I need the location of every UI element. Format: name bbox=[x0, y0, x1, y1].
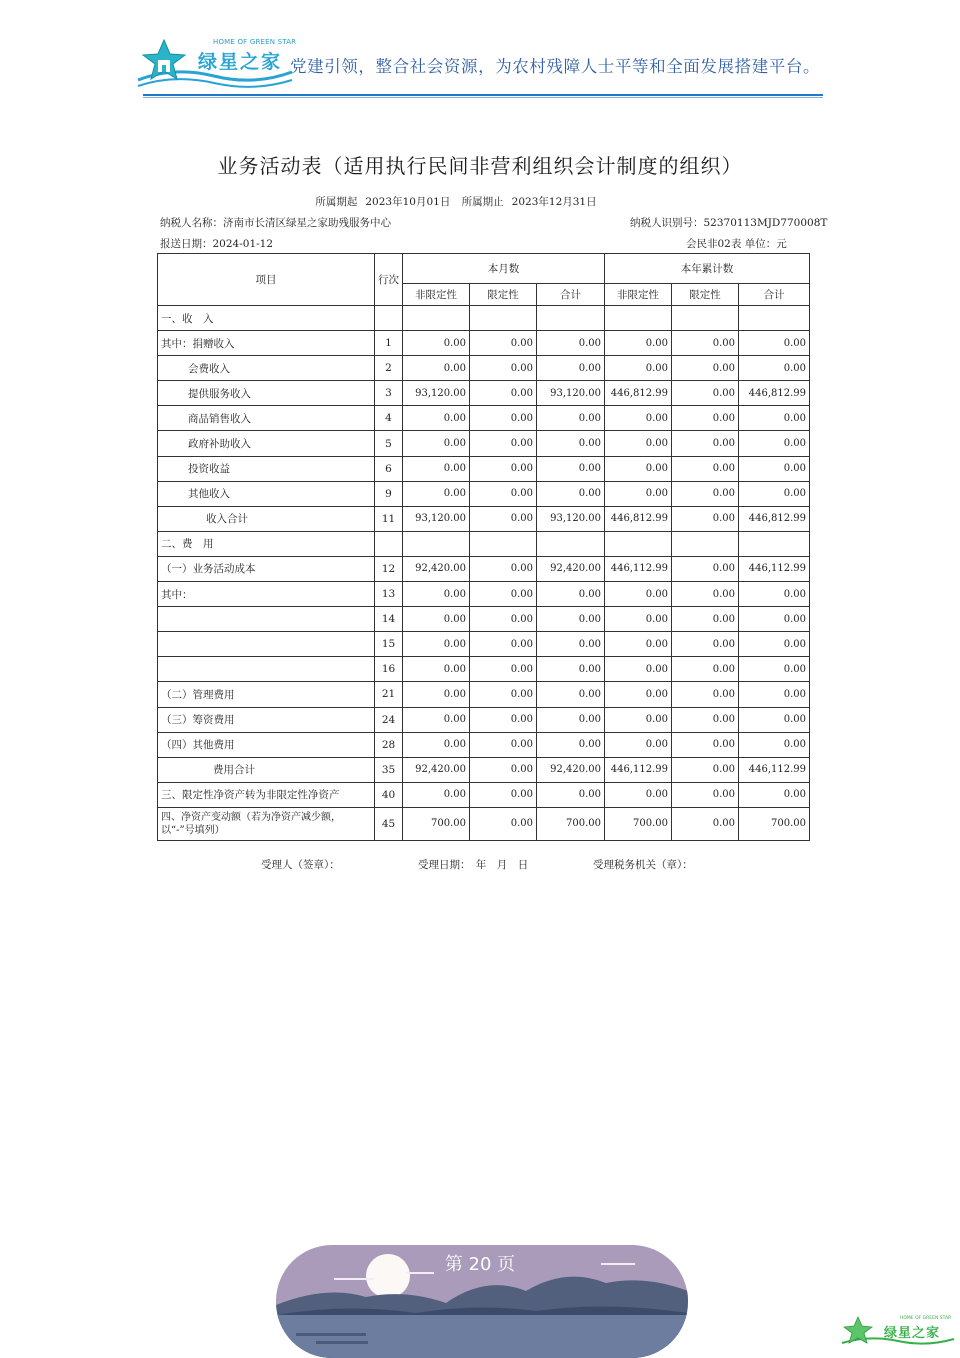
row-line-number: 11 bbox=[375, 506, 403, 531]
row-line-number: 21 bbox=[375, 682, 403, 707]
cell-month-total: 0.00 bbox=[537, 431, 605, 456]
row-item-label bbox=[158, 607, 375, 632]
cell-month-unrestricted: 0.00 bbox=[403, 481, 470, 506]
col-header-month-unrestricted: 非限定性 bbox=[403, 284, 470, 306]
cell-month-restricted: 0.00 bbox=[470, 807, 537, 840]
col-header-line: 行次 bbox=[375, 254, 403, 306]
cell-month-total: 0.00 bbox=[537, 356, 605, 381]
cell-ytd-restricted: 0.00 bbox=[672, 431, 739, 456]
cell-month-unrestricted: 0.00 bbox=[403, 456, 470, 481]
row-line-number: 16 bbox=[375, 657, 403, 682]
cell-month-restricted: 0.00 bbox=[470, 506, 537, 531]
cell-month-restricted: 0.00 bbox=[470, 431, 537, 456]
cell-ytd-total: 0.00 bbox=[739, 356, 810, 381]
document-title: 业务活动表（适用执行民间非营利组织会计制度的组织） bbox=[217, 154, 743, 178]
cell-month-restricted: 0.00 bbox=[470, 632, 537, 657]
cell-month-total: 0.00 bbox=[537, 657, 605, 682]
cell-ytd-total: 0.00 bbox=[739, 582, 810, 607]
table-row bbox=[158, 481, 810, 506]
cell-month-restricted: 0.00 bbox=[470, 707, 537, 732]
row-line-number: 9 bbox=[375, 481, 403, 506]
cell-month-total: 0.00 bbox=[537, 782, 605, 807]
row-item-label: （二）管理费用 bbox=[158, 682, 375, 707]
row-item-label: （一）业务活动成本 bbox=[158, 556, 375, 581]
cell-ytd-total: 446,812.99 bbox=[739, 381, 810, 406]
table-row bbox=[158, 732, 810, 757]
cell-month-restricted: 0.00 bbox=[470, 381, 537, 406]
cell-ytd-unrestricted: 0.00 bbox=[605, 657, 672, 682]
period-line bbox=[0, 194, 912, 209]
cell-month-unrestricted: 0.00 bbox=[403, 607, 470, 632]
cell-month-unrestricted: 0.00 bbox=[403, 682, 470, 707]
cell-ytd-unrestricted: 0.00 bbox=[605, 707, 672, 732]
cell-month-unrestricted: 0.00 bbox=[403, 732, 470, 757]
col-header-ytd-restricted: 限定性 bbox=[672, 284, 739, 306]
cell-month-total: 0.00 bbox=[537, 456, 605, 481]
row-line-number bbox=[375, 531, 403, 556]
cell-month-total bbox=[537, 306, 605, 331]
row-item-label: 二、费 用 bbox=[158, 531, 375, 556]
receiver-signature-label: 受理人（签章）： bbox=[261, 859, 340, 871]
row-item-label: 提供服务收入 bbox=[158, 381, 375, 406]
cell-month-restricted: 0.00 bbox=[470, 657, 537, 682]
table-row bbox=[158, 331, 810, 356]
table-row bbox=[158, 306, 810, 331]
cell-ytd-unrestricted: 0.00 bbox=[605, 431, 672, 456]
row-line-number: 24 bbox=[375, 707, 403, 732]
cell-ytd-restricted bbox=[672, 306, 739, 331]
cell-month-restricted: 0.00 bbox=[470, 782, 537, 807]
cell-ytd-total: 446,112.99 bbox=[739, 757, 810, 782]
cell-ytd-total: 0.00 bbox=[739, 707, 810, 732]
table-row bbox=[158, 807, 810, 840]
cell-month-total: 0.00 bbox=[537, 331, 605, 356]
row-item-label: 商品销售收入 bbox=[158, 406, 375, 431]
cell-ytd-total: 700.00 bbox=[739, 807, 810, 840]
row-line-number: 6 bbox=[375, 456, 403, 481]
row-line-number bbox=[375, 306, 403, 331]
cell-ytd-unrestricted: 0.00 bbox=[605, 331, 672, 356]
cell-ytd-restricted: 0.00 bbox=[672, 607, 739, 632]
cell-month-total: 0.00 bbox=[537, 707, 605, 732]
col-header-month-total: 合计 bbox=[537, 284, 605, 306]
cell-month-unrestricted: 0.00 bbox=[403, 406, 470, 431]
row-line-number: 40 bbox=[375, 782, 403, 807]
cell-month-restricted: 0.00 bbox=[470, 481, 537, 506]
row-item-label: 一、收 入 bbox=[158, 306, 375, 331]
cell-month-unrestricted: 93,120.00 bbox=[403, 381, 470, 406]
cell-ytd-unrestricted: 0.00 bbox=[605, 356, 672, 381]
cell-month-unrestricted: 93,120.00 bbox=[403, 506, 470, 531]
logo-english-text: HOME OF GREEN STAR bbox=[213, 38, 297, 46]
cell-ytd-total: 446,812.99 bbox=[739, 506, 810, 531]
row-item-label: 其中： bbox=[158, 582, 375, 607]
col-header-ytd-unrestricted: 非限定性 bbox=[605, 284, 672, 306]
cell-month-unrestricted: 0.00 bbox=[403, 782, 470, 807]
cell-ytd-restricted: 0.00 bbox=[672, 682, 739, 707]
row-item-label: 会费收入 bbox=[158, 356, 375, 381]
table-row bbox=[158, 582, 810, 607]
cell-month-restricted: 0.00 bbox=[470, 732, 537, 757]
cell-month-total: 0.00 bbox=[537, 481, 605, 506]
cell-ytd-restricted: 0.00 bbox=[672, 506, 739, 531]
logo-chinese-text: 绿星之家 bbox=[198, 51, 283, 73]
row-line-number: 2 bbox=[375, 356, 403, 381]
cell-month-unrestricted: 92,420.00 bbox=[403, 757, 470, 782]
cell-ytd-unrestricted bbox=[605, 306, 672, 331]
cell-ytd-total: 0.00 bbox=[739, 481, 810, 506]
taxpayer-name: 纳税人名称：济南市长清区绿星之家助残服务中心 bbox=[160, 217, 391, 229]
cell-month-total: 0.00 bbox=[537, 607, 605, 632]
row-item-label: 费用合计 bbox=[158, 757, 375, 782]
table-row bbox=[158, 556, 810, 581]
header-row-top bbox=[158, 254, 810, 284]
cell-month-total: 0.00 bbox=[537, 732, 605, 757]
row-line-number: 14 bbox=[375, 607, 403, 632]
cell-ytd-total: 0.00 bbox=[739, 632, 810, 657]
cell-month-unrestricted bbox=[403, 531, 470, 556]
cell-month-unrestricted: 0.00 bbox=[403, 632, 470, 657]
row-line-number: 15 bbox=[375, 632, 403, 657]
cell-ytd-restricted: 0.00 bbox=[672, 707, 739, 732]
row-item-label bbox=[158, 632, 375, 657]
cell-month-restricted: 0.00 bbox=[470, 406, 537, 431]
row-line-number: 13 bbox=[375, 582, 403, 607]
cell-month-unrestricted bbox=[403, 306, 470, 331]
receive-date-label: 受理日期： 年 月 日 bbox=[418, 859, 529, 871]
row-item-label: 投资收益 bbox=[158, 456, 375, 481]
header-divider-thin bbox=[143, 97, 823, 98]
cell-month-unrestricted: 0.00 bbox=[403, 331, 470, 356]
cell-ytd-total: 0.00 bbox=[739, 406, 810, 431]
cell-ytd-unrestricted: 0.00 bbox=[605, 782, 672, 807]
cell-ytd-unrestricted: 0.00 bbox=[605, 456, 672, 481]
cell-ytd-restricted: 0.00 bbox=[672, 782, 739, 807]
table-row bbox=[158, 531, 810, 556]
table-row bbox=[158, 657, 810, 682]
cell-ytd-total: 0.00 bbox=[739, 456, 810, 481]
period-end-label: 所属期止 bbox=[461, 196, 504, 208]
col-header-month-restricted: 限定性 bbox=[470, 284, 537, 306]
cell-ytd-total: 446,112.99 bbox=[739, 556, 810, 581]
table-row bbox=[158, 682, 810, 707]
cell-month-unrestricted: 700.00 bbox=[403, 807, 470, 840]
cell-ytd-unrestricted: 0.00 bbox=[605, 607, 672, 632]
row-line-number: 12 bbox=[375, 556, 403, 581]
cell-month-total: 0.00 bbox=[537, 632, 605, 657]
cell-ytd-restricted: 0.00 bbox=[672, 556, 739, 581]
cell-month-unrestricted: 0.00 bbox=[403, 657, 470, 682]
header-divider bbox=[143, 94, 823, 96]
period-start-label: 所属期起 bbox=[315, 196, 358, 208]
cell-ytd-total: 0.00 bbox=[739, 657, 810, 682]
cell-ytd-total: 0.00 bbox=[739, 331, 810, 356]
row-item-label: 四、净资产变动额（若为净资产减少额，以“-”号填列） bbox=[158, 807, 375, 840]
table-row bbox=[158, 757, 810, 782]
cell-month-restricted: 0.00 bbox=[470, 582, 537, 607]
cell-ytd-restricted: 0.00 bbox=[672, 381, 739, 406]
row-item-label: 收入合计 bbox=[158, 506, 375, 531]
tax-office-seal-label: 受理税务机关（章）： bbox=[593, 859, 693, 871]
row-line-number: 45 bbox=[375, 807, 403, 840]
cell-ytd-total bbox=[739, 306, 810, 331]
cell-month-total: 0.00 bbox=[537, 682, 605, 707]
period-end-value: 2023年12月31日 bbox=[511, 196, 597, 208]
row-item-label: 其他收入 bbox=[158, 481, 375, 506]
cell-ytd-total: 0.00 bbox=[739, 431, 810, 456]
taxpayer-id: 纳税人识别号：52370113MJD770008T bbox=[630, 217, 828, 229]
cell-ytd-unrestricted: 0.00 bbox=[605, 682, 672, 707]
cell-ytd-restricted: 0.00 bbox=[672, 331, 739, 356]
row-item-label: 政府补助收入 bbox=[158, 431, 375, 456]
row-line-number: 4 bbox=[375, 406, 403, 431]
row-line-number: 1 bbox=[375, 331, 403, 356]
cell-month-total: 700.00 bbox=[537, 807, 605, 840]
cell-ytd-restricted: 0.00 bbox=[672, 481, 739, 506]
cell-month-total bbox=[537, 531, 605, 556]
cell-ytd-restricted: 0.00 bbox=[672, 757, 739, 782]
cell-ytd-restricted: 0.00 bbox=[672, 807, 739, 840]
cell-month-unrestricted: 0.00 bbox=[403, 431, 470, 456]
cell-month-unrestricted: 0.00 bbox=[403, 707, 470, 732]
cell-ytd-unrestricted: 446,112.99 bbox=[605, 556, 672, 581]
form-unit: 会民非02表 单位：元 bbox=[686, 238, 787, 250]
cell-month-total: 93,120.00 bbox=[537, 506, 605, 531]
page-number: 第 20 页 bbox=[444, 1254, 516, 1275]
cell-month-restricted: 0.00 bbox=[470, 556, 537, 581]
row-item-label: （三）筹资费用 bbox=[158, 707, 375, 732]
cell-month-restricted: 0.00 bbox=[470, 607, 537, 632]
cell-ytd-unrestricted bbox=[605, 531, 672, 556]
col-header-ytd: 本年累计数 bbox=[605, 254, 810, 284]
col-header-month: 本月数 bbox=[403, 254, 605, 284]
cell-ytd-total: 0.00 bbox=[739, 607, 810, 632]
cell-ytd-restricted: 0.00 bbox=[672, 406, 739, 431]
cell-ytd-unrestricted: 446,112.99 bbox=[605, 757, 672, 782]
row-line-number: 5 bbox=[375, 431, 403, 456]
cell-month-unrestricted: 92,420.00 bbox=[403, 556, 470, 581]
cell-month-unrestricted: 0.00 bbox=[403, 582, 470, 607]
cell-ytd-unrestricted: 0.00 bbox=[605, 582, 672, 607]
table-row bbox=[158, 782, 810, 807]
table-row bbox=[158, 707, 810, 732]
table-row bbox=[158, 456, 810, 481]
table-row bbox=[158, 632, 810, 657]
table-row bbox=[158, 431, 810, 456]
cell-ytd-restricted: 0.00 bbox=[672, 657, 739, 682]
cell-month-total: 93,120.00 bbox=[537, 381, 605, 406]
cell-ytd-restricted: 0.00 bbox=[672, 632, 739, 657]
cell-month-total: 0.00 bbox=[537, 406, 605, 431]
cell-month-restricted: 0.00 bbox=[470, 331, 537, 356]
cell-ytd-restricted: 0.00 bbox=[672, 582, 739, 607]
row-item-label: 三、限定性净资产转为非限定性净资产 bbox=[158, 782, 375, 807]
cell-ytd-unrestricted: 446,812.99 bbox=[605, 506, 672, 531]
cell-month-total: 0.00 bbox=[537, 582, 605, 607]
cell-month-restricted: 0.00 bbox=[470, 456, 537, 481]
cell-month-restricted: 0.00 bbox=[470, 682, 537, 707]
cell-ytd-unrestricted: 700.00 bbox=[605, 807, 672, 840]
row-item-label: （四）其他费用 bbox=[158, 732, 375, 757]
page-header bbox=[0, 0, 960, 100]
cell-ytd-restricted: 0.00 bbox=[672, 732, 739, 757]
cell-month-restricted: 0.00 bbox=[470, 757, 537, 782]
cell-ytd-restricted: 0.00 bbox=[672, 356, 739, 381]
report-date: 报送日期：2024-01-12 bbox=[160, 238, 274, 250]
cell-ytd-restricted: 0.00 bbox=[672, 456, 739, 481]
cell-month-restricted: 0.00 bbox=[470, 356, 537, 381]
table-body bbox=[158, 306, 810, 841]
cell-month-total: 92,420.00 bbox=[537, 757, 605, 782]
table-row bbox=[158, 356, 810, 381]
cell-month-restricted bbox=[470, 531, 537, 556]
footer-logo-english-text: HOME OF GREEN STAR bbox=[900, 1316, 952, 1321]
table-row bbox=[158, 607, 810, 632]
period-start-value: 2023年10月01日 bbox=[365, 196, 451, 208]
cell-month-unrestricted: 0.00 bbox=[403, 356, 470, 381]
row-item-label: 其中：捐赠收入 bbox=[158, 331, 375, 356]
table-row bbox=[158, 381, 810, 406]
row-item-label bbox=[158, 657, 375, 682]
activity-table bbox=[157, 253, 810, 841]
cell-ytd-total bbox=[739, 531, 810, 556]
cell-ytd-total: 0.00 bbox=[739, 682, 810, 707]
cell-ytd-total: 0.00 bbox=[739, 782, 810, 807]
table-row bbox=[158, 506, 810, 531]
header-slogan: 党建引领，整合社会资源，为农村残障人士平等和全面发展搭建平台。 bbox=[290, 57, 821, 76]
row-line-number: 35 bbox=[375, 757, 403, 782]
table-row bbox=[158, 406, 810, 431]
row-line-number: 3 bbox=[375, 381, 403, 406]
cell-month-total: 92,420.00 bbox=[537, 556, 605, 581]
row-line-number: 28 bbox=[375, 732, 403, 757]
col-header-item: 项目 bbox=[158, 254, 375, 306]
cell-ytd-restricted bbox=[672, 531, 739, 556]
cell-ytd-unrestricted: 0.00 bbox=[605, 406, 672, 431]
cell-ytd-unrestricted: 0.00 bbox=[605, 632, 672, 657]
cell-month-restricted bbox=[470, 306, 537, 331]
cell-ytd-unrestricted: 446,812.99 bbox=[605, 381, 672, 406]
cell-ytd-unrestricted: 0.00 bbox=[605, 481, 672, 506]
footer-logo-chinese-text: 绿星之家 bbox=[884, 1326, 941, 1341]
col-header-ytd-total: 合计 bbox=[739, 284, 810, 306]
cell-ytd-unrestricted: 0.00 bbox=[605, 732, 672, 757]
cell-ytd-total: 0.00 bbox=[739, 732, 810, 757]
